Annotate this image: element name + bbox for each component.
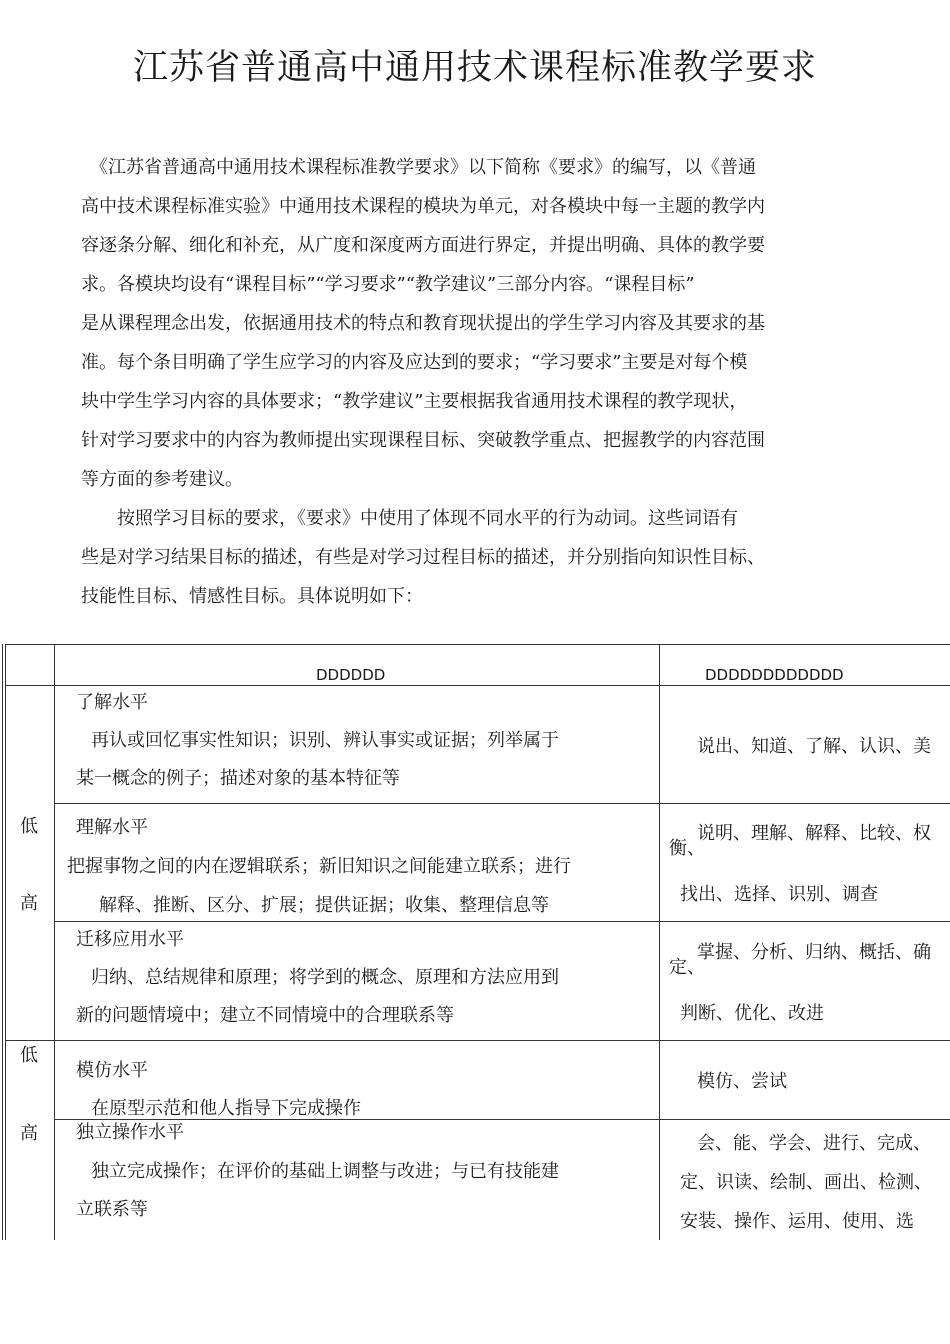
- table-border: [2, 644, 3, 1240]
- table-border: [5, 1040, 950, 1041]
- level-description: 立联系等: [76, 1199, 148, 1220]
- behavior-verbs: 说出、知道、了解、认识、美: [697, 736, 931, 757]
- text-line: 块中学生学习内容的具体要求；“教学建议”主要根据我省通用技术课程的教学现状，: [81, 391, 748, 412]
- table-border: [54, 803, 950, 804]
- text-line: 容逐条分解、细化和补充，从广度和深度两方面进行界定，并提出明确、具体的教学要: [81, 235, 765, 256]
- level-name: 迁移应用水平: [76, 929, 184, 950]
- table-border: [5, 644, 950, 645]
- verbs-paragraph: [81, 499, 871, 616]
- intro-paragraph: [81, 148, 871, 499]
- behavior-verbs: 找出、选择、识别、调查: [680, 884, 878, 905]
- level-name: 理解水平: [76, 817, 148, 838]
- text-line: 求。各模块均设有“课程目标”“学习要求”“教学建议”三部分内容。“课程目标”: [81, 274, 695, 295]
- level-description: 某一概念的例子；描述对象的基本特征等: [76, 768, 400, 789]
- level-description: 再认或回忆事实性知识；识别、辨认事实或证据；列举属于: [91, 730, 559, 751]
- text-line: 高中技术课程标准实验》中通用技术课程的模块为单元，对各模块中每一主题的教学内: [81, 196, 765, 217]
- behavior-verbs: 说明、理解、解释、比较、权: [697, 823, 931, 844]
- text-line: 技能性目标、情感性目标。具体说明如下：: [81, 586, 423, 607]
- level-description: 解释、推断、区分、扩展；提供证据；收集、整理信息等: [99, 895, 549, 916]
- text-line: 是从课程理念出发，依据通用技术的特点和教育现状提出的学生学习内容及其要求的基: [81, 313, 765, 334]
- level-description: 在原型示范和他人指导下完成操作: [91, 1098, 361, 1119]
- table-border: [5, 644, 6, 1240]
- level-high-label: 高: [20, 1123, 38, 1144]
- level-name: 模仿水平: [76, 1060, 148, 1081]
- text-line: 些是对学习结果目标的描述，有些是对学习过程目标的描述，并分别指向知识性目标、: [81, 547, 765, 568]
- level-low-label: 低: [20, 1045, 38, 1066]
- behavior-verbs: 安装、操作、运用、使用、选: [680, 1211, 914, 1232]
- level-name: 独立操作水平: [76, 1122, 184, 1143]
- text-line: 准。每个条目明确了学生应学习的内容及应达到的要求；“学习要求”主要是对每个模: [81, 352, 748, 373]
- text-line: 等方面的参考建议。: [81, 469, 243, 490]
- column-header-verbs: DDDDDDDDDDDD: [705, 666, 844, 684]
- level-description: 归纳、总结规律和原理；将学到的概念、原理和方法应用到: [91, 967, 559, 988]
- text-line: 针对学习要求中的内容为教师提出实现课程目标、突破教学重点、把握教学的内容范围: [81, 430, 765, 451]
- behavior-verbs: 衡、: [669, 838, 705, 859]
- text-line: 按照学习目标的要求，《要求》中使用了体现不同水平的行为动词。这些词语有: [81, 508, 738, 529]
- behavior-verbs: 判断、优化、改进: [680, 1003, 824, 1024]
- behavior-verbs: 会、能、学会、进行、完成、: [697, 1133, 931, 1154]
- document-title: 江苏省普通高中通用技术课程标准教学要求: [132, 48, 817, 88]
- level-low-label: 低: [20, 816, 38, 837]
- level-description: 把握事物之间的内在逻辑联系；新旧知识之间能建立联系；进行: [67, 856, 571, 877]
- column-header-description: DDDDDD: [316, 666, 386, 684]
- level-description: 独立完成操作；在评价的基础上调整与改进；与已有技能建: [91, 1161, 559, 1182]
- behavior-verbs: 掌握、分析、归纳、概括、确: [697, 942, 931, 963]
- table-border: [659, 644, 660, 1240]
- behavior-verbs: 定、: [669, 957, 705, 978]
- level-description: 新的问题情境中；建立不同情境中的合理联系等: [76, 1005, 454, 1026]
- table-border: [54, 644, 55, 1240]
- behavior-verbs: 模仿、尝试: [697, 1071, 787, 1092]
- level-high-label: 高: [20, 893, 38, 914]
- level-name: 了解水平: [76, 692, 148, 713]
- behavior-verbs: 定、识读、绘制、画出、检测、: [680, 1172, 932, 1193]
- text-line: 《江苏省普通高中通用技术课程标准教学要求》以下简称《要求》的编写，以《普通: [81, 157, 756, 178]
